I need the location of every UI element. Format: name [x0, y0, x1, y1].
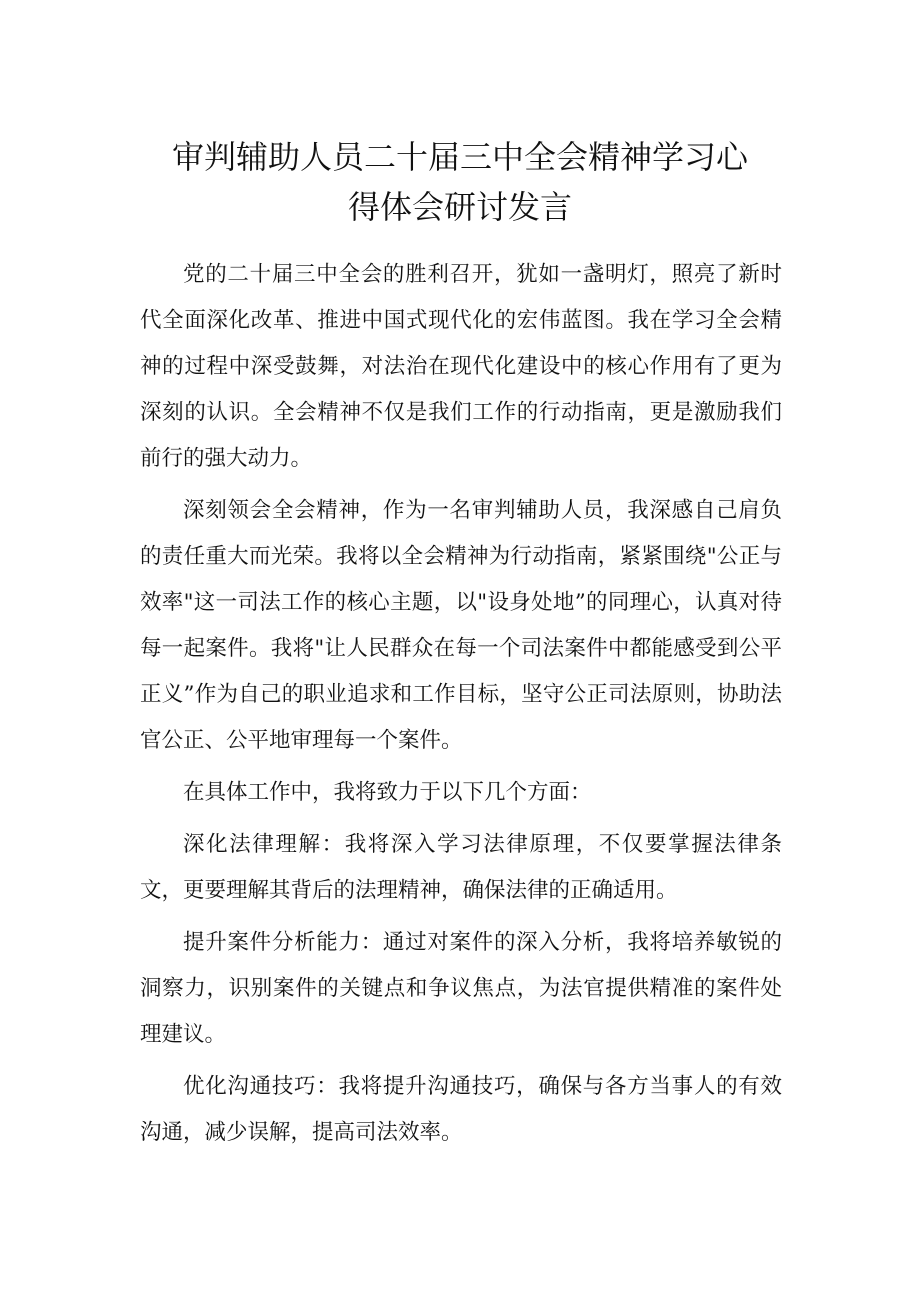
paragraph-case-analysis: 提升案件分析能力：通过对案件的深入分析，我将培养敏锐的洞察力，识别案件的关键点和争议焦点，为法官提供精准的案件处理建议。 — [140, 930, 782, 1047]
paragraph-work-aspects: 在具体工作中，我将致力于以下几个方面： — [183, 780, 592, 805]
document-body — [140, 252, 782, 1162]
title-line-2: 得体会研讨发言 — [347, 188, 572, 226]
paragraph-communication: 优化沟通技巧：我将提升沟通技巧，确保与各方当事人的有效沟通，减少误解，提高司法效率。 — [140, 1074, 782, 1145]
paragraph-legal-understanding: 深化法律理解：我将深入学习法律原理，不仅要掌握法律条文，更要理解其背后的法理精神，确保法律的正确适用。 — [140, 832, 782, 903]
document-title — [0, 132, 920, 232]
paragraph-responsibility: 深刻领会全会精神，作为一名审判辅助人员，我深感自己肩负的责任重大而光荣。我将以全会精神为行动指南，紧紧围绕"公正与效率"这一司法工作的核心主题，以"设身处地”的同理心，认真对待每一起案件。我将"让人民群众在每一个司法案件中都能感受到公平正义”作为自己的职业追求和工作目标，坚守公正司法原则，协助法官公正、公平地审理每一个案件。 — [140, 498, 782, 753]
title-line-1: 审判辅助人员二十届三中全会精神学习心 — [171, 138, 748, 176]
paragraph-intro: 党的二十届三中全会的胜利召开，犹如一盏明灯，照亮了新时代全面深化改革、推进中国式现代化的宏伟蓝图。我在学习全会精神的过程中深受鼓舞，对法治在现代化建设中的核心作用有了更为深刻的认识。全会精神不仅是我们工作的行动指南，更是激励我们前行的强大动力。 — [140, 262, 782, 471]
